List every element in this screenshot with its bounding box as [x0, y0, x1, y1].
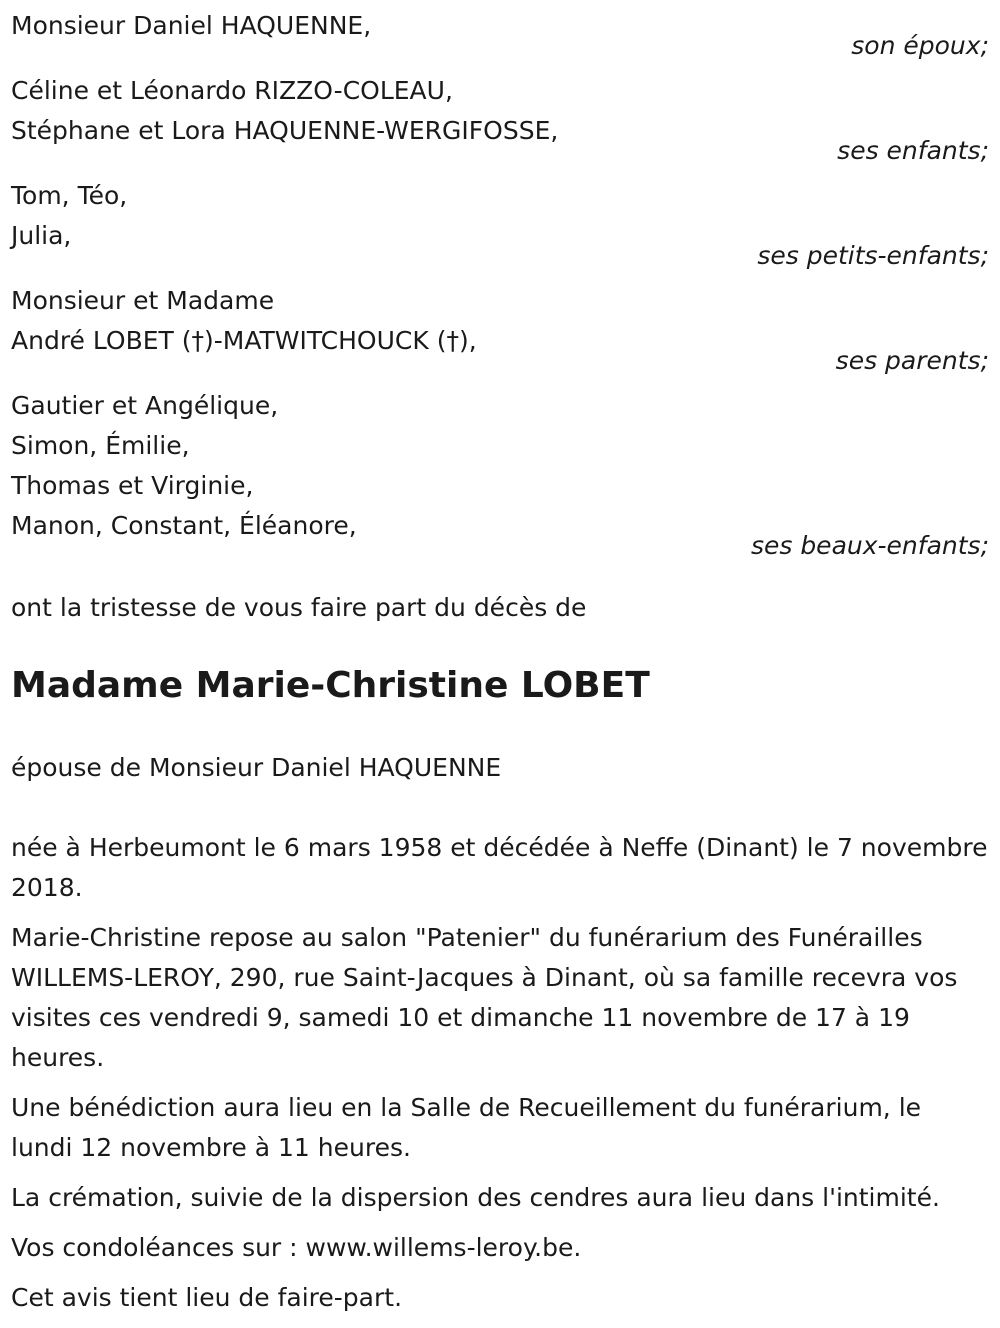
spouse-line: épouse de Monsieur Daniel HAQUENNE: [11, 753, 502, 782]
family-group-parents: [11, 281, 989, 383]
family-role: ses parents;: [835, 346, 989, 375]
family-line: Manon, Constant, Éléanore,: [11, 511, 357, 540]
intro-text: ont la tristesse de vous faire part du décès de: [11, 593, 587, 622]
death-notice: [11, 6, 989, 1318]
family-group-grandchildren: [11, 176, 989, 278]
family-group-spouse: [11, 6, 989, 68]
birth-death-paragraph: née à Herbeumont le 6 mars 1958 et décédée à Neffe (Dinant) le 7 novembre 2018.: [11, 833, 988, 902]
family-line: Julia,: [11, 221, 72, 250]
family-line: Tom, Téo,: [11, 181, 128, 210]
family-role: son époux;: [851, 31, 989, 60]
deceased-name: Madame Marie-Christine LOBET: [11, 665, 650, 706]
blessing-paragraph: Une bénédiction aura lieu en la Salle de Recueillement du funérarium, le lundi 12 novembre à 11 heures.: [11, 1093, 922, 1162]
family-line: André LOBET (†)-MATWITCHOUCK (†),: [11, 326, 477, 355]
family-line: Gautier et Angélique,: [11, 391, 279, 420]
condolences-paragraph: Vos condoléances sur : www.willems-leroy.be.: [11, 1233, 582, 1262]
closing-paragraph: Cet avis tient lieu de faire-part.: [11, 1283, 403, 1312]
family-line: Simon, Émilie,: [11, 431, 190, 460]
family-role: ses beaux-enfants;: [750, 531, 989, 560]
viewing-paragraph: Marie-Christine repose au salon "Patenier" du funérarium des Funérailles WILLEMS-LEROY, 290, rue Saint-Jacques à Dinant, où sa famille recevra vos visites ces vendredi 9, samedi 10 et dimanche 11 novembre de 17 à 19 heures.: [11, 923, 958, 1072]
family-line: Céline et Léonardo RIZZO-COLEAU,: [11, 76, 453, 105]
family-line: Monsieur et Madame: [11, 286, 275, 315]
family-role: ses petits-enfants;: [757, 241, 989, 270]
cremation-paragraph: La crémation, suivie de la dispersion des cendres aura lieu dans l'intimité.: [11, 1183, 940, 1212]
family-group-stepchildren: [11, 386, 989, 568]
family-group-children: [11, 71, 989, 173]
family-role: ses enfants;: [837, 136, 989, 165]
family-line: Monsieur Daniel HAQUENNE,: [11, 11, 372, 40]
family-line: Stéphane et Lora HAQUENNE-WERGIFOSSE,: [11, 116, 559, 145]
family-line: Thomas et Virginie,: [11, 471, 254, 500]
